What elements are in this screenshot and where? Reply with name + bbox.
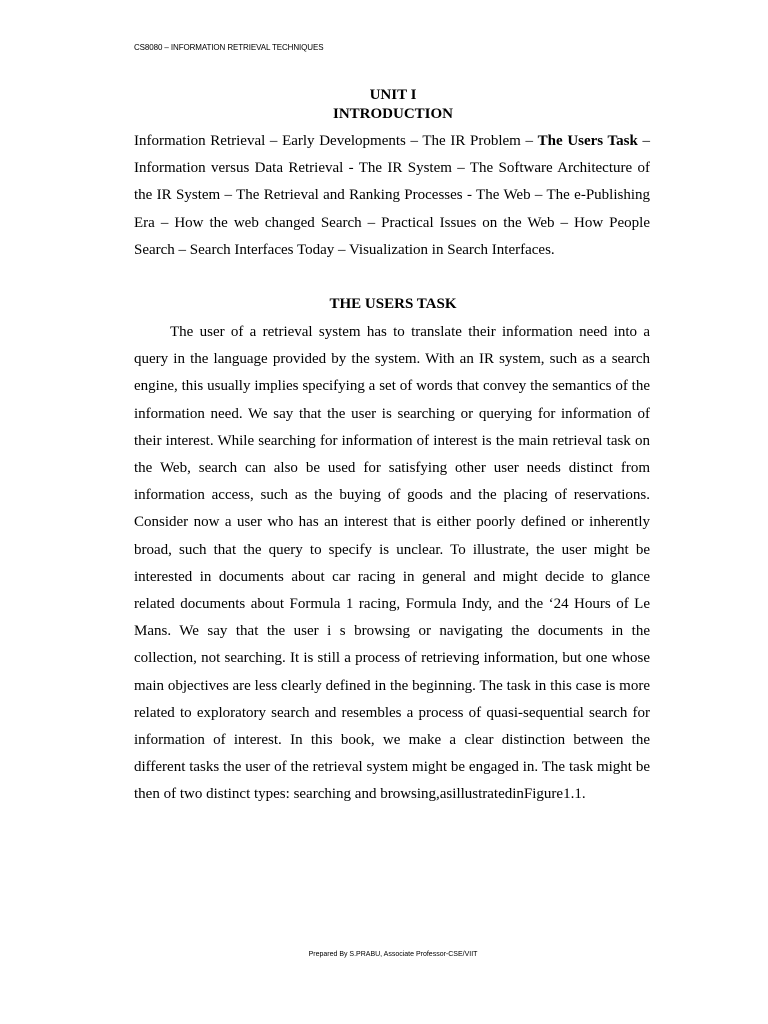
running-header: CS8080 – INFORMATION RETRIEVAL TECHNIQUES xyxy=(134,43,324,52)
unit-number: UNIT I xyxy=(369,87,417,103)
syllabus-text-rest: – Information versus Data Retrieval - The IR System – The Software Architecture of the IR System – The Retrieval and Ranking Processes - The Web – The e-Publishing Era – How the web changed Search – Practical Issues on the Web – How People Search – Search Interfaces Today – Visualization in Search Interfaces. xyxy=(134,133,650,258)
page-footer: Prepared By S.PRABU, Associate Professor-CSE/VIIT xyxy=(308,951,478,958)
syllabus-emphasis: The Users Task xyxy=(537,133,638,149)
body-paragraph: The user of a retrieval system has to translate their information need into a query in the language provided by the system. With an IR system, such as a search engine, this usually implies specifying a set of words that convey the semantics of the information need. We say that the user is searching or querying for information of their interest. While searching for information of interest is the main retrieval task on the Web, search can also be used for satisfying other user needs distinct from information access, such as the buying of goods and the placing of reservations. Consider now a user who has an interest that is either poorly defined or inherently broad, such that the query to specify is unclear. To illustrate, the user might be interested in documents about car racing in general and might decide to glance related documents about Formula 1 racing, Formula Indy, and the ‘24 Hours of Le Mans. We say that the user i s browsing or navigating the documents in the collection, not searching. It is still a process of retrieving information, but one whose main objectives are less clearly defined in the beginning. The task in this case is more related to exploratory search and resembles a process of quasi-sequential search for information of interest. In this book, we make a clear distinction between the different tasks the user of the retrieval system might be engaged in. The task might be then of two distinct types: searching and browsing,asillustratedinFigure1.1. xyxy=(134,324,650,803)
syllabus-text-start: Information Retrieval – Early Developments – The IR Problem – xyxy=(134,133,538,149)
syllabus-topics xyxy=(134,128,650,264)
section-heading: THE USERS TASK xyxy=(329,296,457,312)
unit-name: INTRODUCTION xyxy=(332,106,453,122)
unit-title-block xyxy=(0,86,768,124)
